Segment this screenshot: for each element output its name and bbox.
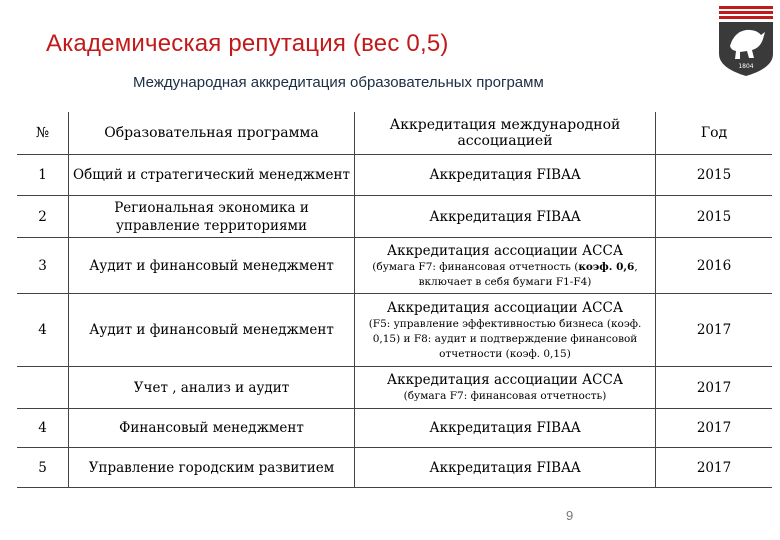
row-year: 2016: [656, 238, 773, 294]
row-number: 5: [17, 448, 69, 488]
row-accreditation: Аккредитация FIBAA: [355, 196, 656, 238]
row-program: Аудит и финансовый менеджмент: [69, 294, 355, 367]
table-row: [17, 367, 772, 409]
row-number: [17, 367, 69, 409]
row-number: 3: [17, 238, 69, 294]
row-accreditation: Аккредитация ассоциации АССА: [386, 372, 624, 388]
row-number: 4: [17, 409, 69, 448]
row-accreditation-cell: [355, 367, 656, 409]
row-number: 1: [17, 155, 69, 196]
row-year: 2017: [656, 294, 773, 367]
note-prefix: (бумага F7: финансовая отчетность (: [372, 260, 579, 273]
row-accreditation-note: (F5: управление эффективностью бизнеса (коэф. 0,15) и F8: аудит и подтверждение финансовой отчетности (коэф. 0,15): [368, 317, 642, 360]
table-row: [17, 155, 772, 196]
row-accreditation: Аккредитация ассоциации АССА: [386, 242, 624, 259]
page-subtitle: Международная аккредитация образовательных программ: [133, 74, 544, 91]
row-accreditation-cell: [355, 294, 656, 367]
table-row: [17, 294, 772, 367]
university-logo: [716, 2, 776, 78]
row-year: 2015: [656, 196, 773, 238]
table-row: [17, 238, 772, 294]
row-accreditation: Аккредитация ассоциации АССА: [386, 299, 624, 316]
row-program: Аудит и финансовый менеджмент: [69, 238, 355, 294]
header-number: №: [17, 112, 69, 155]
row-program: Учет , анализ и аудит: [69, 367, 355, 409]
row-program: Управление городским развитием: [69, 448, 355, 488]
row-program: Финансовый менеджмент: [69, 409, 355, 448]
row-year: 2015: [656, 155, 773, 196]
row-year: 2017: [656, 409, 773, 448]
page-number: 9: [566, 508, 574, 523]
header-accreditation: Аккредитация международной ассоциацией: [355, 112, 656, 155]
note-suffix: , включает в себя бумаги F1-F4): [418, 260, 638, 288]
table-header-row: [17, 112, 772, 155]
row-number: 4: [17, 294, 69, 367]
row-accreditation: Аккредитация FIBAA: [355, 409, 656, 448]
row-accreditation: Аккредитация FIBAA: [355, 448, 656, 488]
accreditation-table: [17, 112, 772, 488]
row-accreditation: Аккредитация FIBAA: [355, 155, 656, 196]
crown-icon: [719, 6, 773, 19]
row-accreditation-note: (бумага F7: финансовая отчетность): [403, 390, 607, 402]
row-accreditation-note: [357, 260, 653, 290]
table-row: [17, 409, 772, 448]
row-program: Общий и стратегический менеджмент: [69, 155, 355, 196]
header-program: Образовательная программа: [69, 112, 355, 155]
row-accreditation-cell: [355, 238, 656, 294]
table-row: [17, 448, 772, 488]
table-row: [17, 196, 772, 238]
page-title: Академическая репутация (вес 0,5): [46, 30, 449, 57]
row-year: 2017: [656, 367, 773, 409]
row-year: 2017: [656, 448, 773, 488]
logo-year: 1804: [738, 63, 754, 70]
row-program: Региональная экономика и управление территориями: [69, 196, 355, 238]
note-coefficient: коэф. 0,6: [578, 260, 635, 273]
header-year: Год: [656, 112, 773, 155]
row-number: 2: [17, 196, 69, 238]
